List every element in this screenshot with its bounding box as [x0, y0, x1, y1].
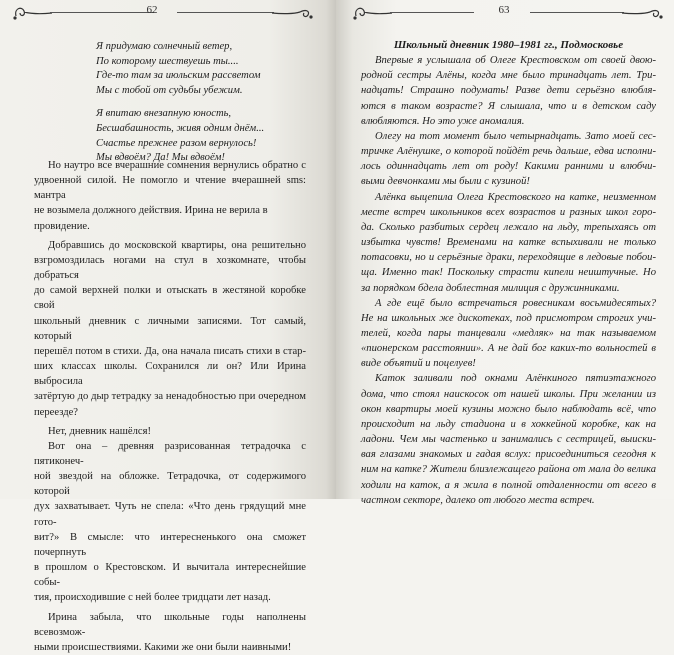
left-ornament-icon	[12, 4, 52, 22]
left-ornament-icon	[352, 4, 392, 22]
text-line: переезде?	[34, 406, 78, 418]
text-line: Каток заливали под окнами Алёнкиного пятиэтажного	[375, 373, 656, 385]
text-line: ными происшествиями. Какими же они были наивными!	[34, 641, 292, 653]
text-line: выми девчонками мы были с кузиной!	[361, 176, 530, 188]
right-page	[336, 0, 674, 506]
text-line: за порядком бдела доблестная милиция с дружинниками.	[361, 282, 620, 294]
text-line: затёртую до дыр тетрадку за ненадобностью при очередном	[34, 391, 306, 403]
right-ornament-icon	[272, 4, 314, 22]
poem	[96, 40, 316, 166]
text-line: перешёл потом в стихи. Да, она начала писать стихи в стар-	[34, 345, 306, 357]
left-page	[0, 0, 336, 653]
paragraph	[34, 610, 306, 655]
text-line: виде объятий и поцелуев!	[361, 358, 476, 370]
paragraph	[34, 424, 306, 439]
text-line: удвоенной силой. Не помогло и чтение вчерашней sms: мантра	[34, 175, 306, 202]
text-line: Нет, дневник нашёлся!	[48, 425, 151, 437]
text-line: взгромоздилась ногами на стул в хозкомнате, чтобы добраться	[34, 254, 306, 282]
text-line: до самой верхней полки и отыскать в жестяной коробке свой	[34, 285, 306, 312]
text-line: Но наутро все вчерашние сомнения вернулись обратно с	[48, 160, 306, 171]
text-line: вая глазами знакомых и гадая вслух: присоединиться сегодня к	[361, 449, 656, 461]
diary-title: Школьный дневник 1980–1981 гг., Подмосковье	[393, 39, 624, 51]
page-number: 63	[498, 4, 510, 16]
text-line: ладони. Чем мы частенько и занимались с сестрицей, выиски-	[361, 434, 656, 446]
text-line: надцать! Страшно подумать! Разве дети серьёзно влюбля-	[361, 85, 656, 97]
paragraph	[361, 53, 656, 129]
text-line: «пионерском расстоянии». А не дай бог каких-то вольностей в	[361, 343, 656, 355]
text-line: ща. Именно так! Поскольку страсти кипели неиштучные. Но	[361, 267, 656, 279]
text-line: окон квартиры моей кузины можно было наблюдать всё, что	[361, 403, 656, 415]
poem-line: Мы с тобой от судьбы убежим.	[96, 84, 243, 96]
text-line: Впервые я услышала об Олеге Крестовском от своей двою-	[375, 55, 656, 67]
text-line: Добравшись до московской квартиры, она решительно	[48, 239, 306, 251]
text-line: ших классах школы. Сохранился ли он? Или Ирина выбросила	[34, 361, 306, 388]
text-line: родной сестры Алёны, когда мне было тринадцать лет. Три-	[361, 70, 656, 82]
text-line: ходили на каток, а я жила в полной отдаленности от всего в	[361, 479, 656, 491]
paragraph	[361, 296, 656, 372]
text-line: дома, что стоял наискосок от нашей школы. При желании из	[361, 388, 656, 400]
text-line: тия, происходившие с ней более тридцати лет назад.	[34, 592, 271, 604]
text-line: Не на школьных же дискотеках, под присмотром строгих учи-	[361, 312, 656, 324]
paragraph	[34, 238, 306, 420]
text-line: ним на катке? Жители близлежащего района от мала до велика	[361, 464, 656, 476]
poem-line: Я впитаю внезапную юность,	[96, 108, 232, 120]
text-line: школьный дневник с личными записями. Тот самый, который	[34, 315, 306, 342]
text-line: избытка чувств! Временами на катке вспыхивали не только	[361, 237, 656, 249]
text-line: ются в таком возрасте? Я слышала, что и в детском саду	[361, 100, 656, 112]
text-line: ной звездой на обложке. Тетрадочка, от содержимого которой	[34, 471, 306, 498]
poem-stanza	[96, 107, 316, 165]
poem-line: По которому шествуешь ты....	[96, 55, 239, 67]
text-line: вит?» В смысле: что интересненького она сможет почерпнуть	[34, 531, 306, 558]
page-number: 62	[146, 4, 158, 16]
poem-stanza	[96, 40, 316, 98]
poem-line: Я придумаю солнечный ветер,	[96, 41, 233, 52]
paragraph	[34, 158, 306, 234]
right-body-text	[361, 38, 656, 508]
text-line: Алёнка выцепила Олега Крестовского на катке, неизменном	[375, 191, 656, 203]
text-line: Ирина забыла, что школьные годы наполнены всевозмож-	[34, 611, 306, 638]
paragraph	[34, 439, 306, 606]
poem-line: Мы вдвоём? Да! Мы вдвоём!	[96, 152, 225, 164]
poem-line: Счастье прежнее разом вернулось!	[96, 137, 257, 149]
text-line: влюбляются. Но это уже аномалия.	[361, 115, 525, 127]
text-line: месте встреч школьников всех возрастов и разных школ горо-	[361, 206, 656, 218]
text-line: в прошлом о Крестовском. И вычитала интереснейшие собы-	[34, 562, 306, 589]
text-line: да. Сколько разбитых сердец лежало на льду, трепыхаясь от	[361, 221, 656, 233]
poem-line: Где-то там за июльским рассветом	[96, 70, 261, 82]
text-line: Вот она – древняя разрисованная тетрадочка с пятиконеч-	[34, 440, 306, 467]
right-ornament-icon	[622, 4, 664, 22]
right-page-header	[352, 2, 664, 24]
paragraph	[361, 371, 656, 507]
text-line: тричке Алёнушке, о которой пойдёт речь дальше, едва исполни-	[361, 146, 656, 158]
left-body-text	[34, 158, 306, 655]
text-line: частном секторе, далеко от любого места встреч.	[361, 494, 595, 506]
text-line: телей, когда пары танцевали «медляк» на так называемом	[361, 327, 656, 339]
paragraph	[361, 190, 656, 296]
text-line: лось одиннадцать лет от роду! Какими ранними и влюбчи-	[361, 161, 656, 173]
paragraph	[361, 129, 656, 190]
text-line: не возымела должного действия. Ирина не верила в провидение.	[34, 205, 268, 232]
poem-line: Бесшабашность, живя одним днём...	[96, 122, 265, 134]
text-line: потасовки, но и серьёзные драки, переходящие в ледовые побои-	[361, 252, 656, 264]
text-line: Олегу на тот момент было четырнадцать. Зато моей сес-	[375, 130, 656, 142]
text-line: дух захватывает. Чуть не спела: «Что день грядущий мне гото-	[34, 501, 306, 528]
text-line: А где ещё было встречаться ровесникам восьмидесятых?	[375, 297, 656, 309]
left-page-header	[12, 2, 314, 24]
text-line: происходит на льду стадиона и в хоккейной коробке, как на	[361, 418, 656, 430]
